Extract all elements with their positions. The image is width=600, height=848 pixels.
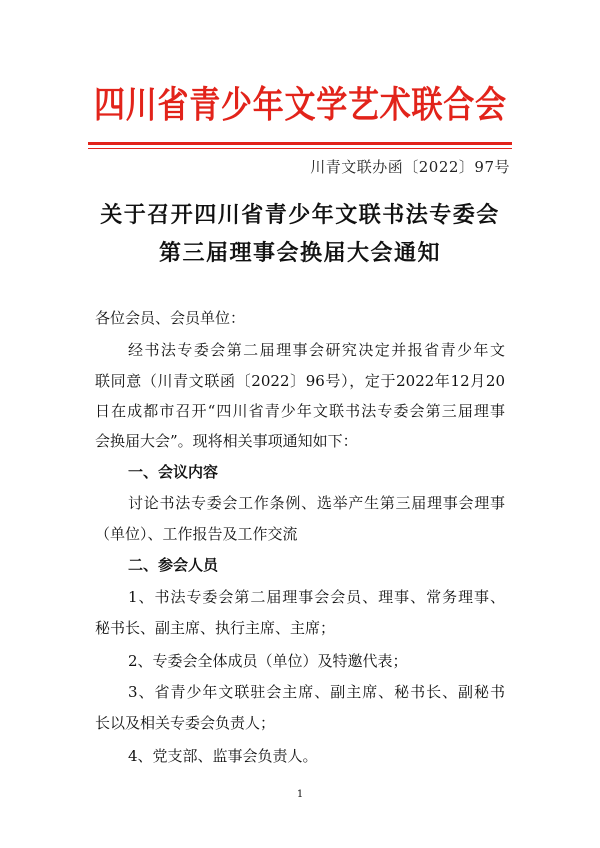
- document-title-line-1: 关于召开四川省青少年文联书法专委会: [100, 202, 500, 228]
- paragraph-line: 日在成都市召开“四川省青少年文联书法专委会第三届理事: [95, 402, 505, 420]
- section-heading: 一、会议内容: [128, 463, 219, 481]
- list-item-line: 长以及相关专委会负责人；: [95, 714, 276, 732]
- letterhead-red-rule-thin: [88, 148, 512, 149]
- list-item-line: 1、书法专委会第二届理事会会员、理事、常务理事、: [128, 588, 505, 606]
- letterhead-org-name: 四川省青少年文学艺术联合会: [94, 83, 506, 127]
- list-item-line: 秘书长、副主席、执行主席、主席；: [95, 619, 336, 637]
- list-item-line: 2、专委会全体成员（单位）及特邀代表；: [128, 652, 408, 670]
- page-number: 1: [296, 789, 304, 800]
- paragraph-line: 联同意（川青文联函〔2022〕96号），定于2022年12月20: [95, 372, 505, 390]
- list-item-line: 4、党支部、监事会负责人。: [128, 747, 318, 765]
- salutation: 各位会员、会员单位：: [95, 309, 246, 327]
- letterhead-red-rule-thick: [88, 142, 512, 145]
- paragraph-line: 讨论书法专委会工作条例、选举产生第三届理事会理事: [128, 494, 505, 512]
- document-number: 川青文联办函〔2022〕97号: [310, 158, 510, 176]
- list-item-line: 3、省青少年文联驻会主席、副主席、秘书长、副秘书: [128, 683, 505, 701]
- paragraph-line: （单位）、工作报告及工作交流: [95, 525, 298, 543]
- paragraph-line: 会换届大会”。现将相关事项通知如下：: [95, 432, 358, 450]
- section-heading: 二、参会人员: [128, 556, 219, 574]
- document-title-line-2: 第三届理事会换届大会通知: [158, 240, 441, 266]
- paragraph-line: 经书法专委会第二届理事会研究决定并报省青少年文: [128, 341, 505, 359]
